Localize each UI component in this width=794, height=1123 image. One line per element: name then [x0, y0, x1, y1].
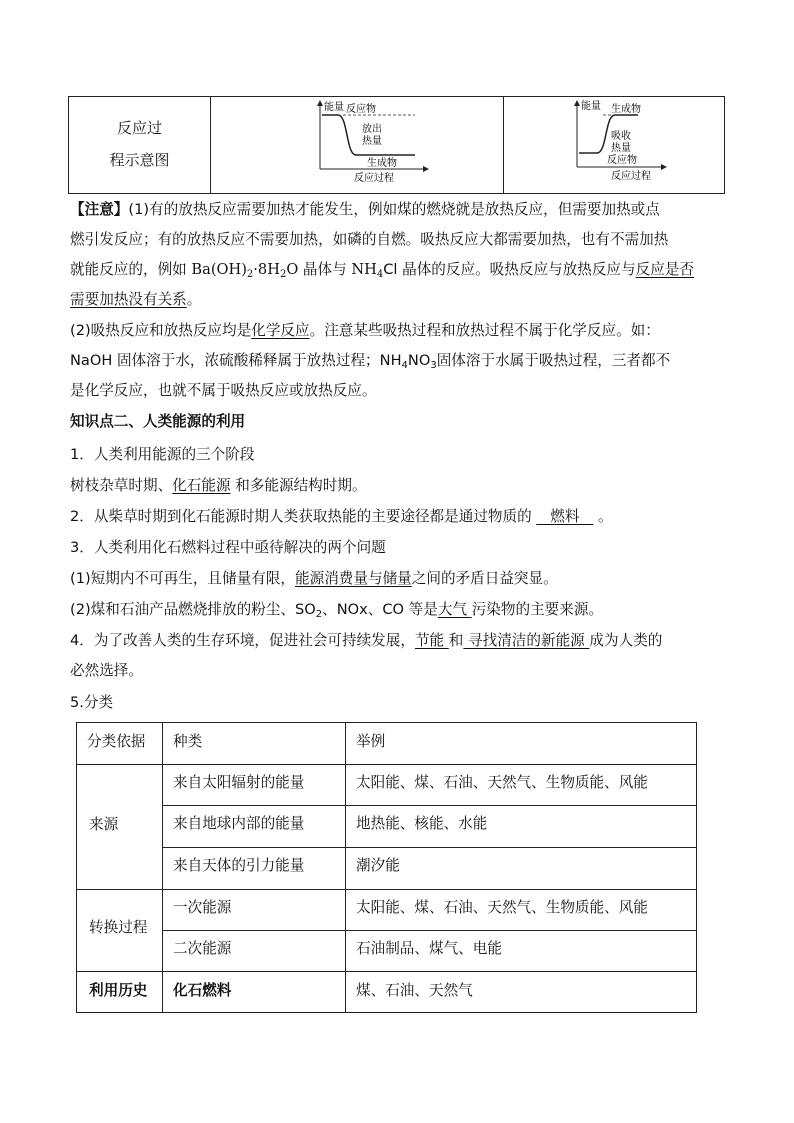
item-3-1 — [70, 569, 558, 589]
item-3-2 — [70, 600, 603, 620]
subscript: 4 — [376, 269, 384, 280]
kind-cell: 一次能源 — [173, 899, 232, 916]
subscript: 2 — [315, 609, 323, 620]
exo-x-axis-label: 反应过程 — [354, 173, 394, 184]
example-cell: 太阳能、煤、石油、天然气、生物质能、风能 — [356, 899, 648, 916]
subscript: 3 — [430, 360, 437, 371]
subscript: 2 — [246, 269, 254, 280]
note-text: (1)有的放热反应需要加热才能发生，例如煤的燃烧就是放热反应，但需要加热或点 — [128, 201, 660, 218]
item-text: (2)煤和石油产品燃烧排放的粉尘、SO — [70, 601, 316, 618]
item-text: 之间的矛盾日益突显。 — [411, 570, 558, 587]
header-basis: 分类依据 — [87, 733, 146, 750]
underlined-answer: 化石能源 — [172, 477, 231, 494]
note-line-5 — [70, 321, 660, 341]
note-line-1 — [70, 200, 660, 220]
endothermic-energy-diagram — [503, 97, 725, 193]
item-text: 4．为了改善人类的生存环境，促进社会可持续发展， — [70, 632, 415, 649]
header-example: 举例 — [356, 733, 386, 750]
note-text: 是化学反应，也就不属于吸热反应或放热反应。 — [70, 382, 377, 399]
underlined-answer: 化学反应 — [251, 322, 310, 339]
note-text: 。 — [186, 291, 202, 308]
underlined-answer: 大气 — [437, 601, 472, 618]
endo-product-label: 生成物 — [611, 104, 641, 115]
item-text: 和多能源结构时期。 — [230, 477, 367, 494]
note-text: 固体溶于水属于吸热过程，三者都不 — [436, 352, 671, 369]
item-4 — [70, 631, 662, 651]
note-text: ·8H — [253, 261, 280, 278]
kind-cell: 来自天体的引力能量 — [173, 857, 305, 874]
item-text: 污染物的主要来源。 — [471, 601, 604, 618]
underlined-answer: 节能 — [414, 632, 449, 649]
exothermic-diagram-cell — [210, 97, 504, 193]
item-3: 3．人类利用化石燃料过程中亟待解决的两个问题 — [70, 539, 386, 556]
item-text: 和 — [448, 632, 464, 649]
energy-classification-table — [76, 722, 697, 1013]
example-cell: 潮汐能 — [356, 857, 400, 874]
subscript: 4 — [401, 360, 408, 371]
note-line-4 — [70, 290, 201, 310]
item-1: 1．人类利用能源的三个阶段 — [70, 446, 255, 463]
kind-cell: 化石燃料 — [173, 982, 232, 999]
item-1-line — [70, 476, 367, 496]
note-text: Cl 晶体的反应。吸热反应与放热反应与 — [383, 261, 636, 278]
item-text: 、NOx、CO 等是 — [322, 601, 438, 618]
reaction-diagram-table — [68, 96, 725, 194]
kind-cell: 来自太阳辐射的能量 — [173, 774, 305, 791]
note-line-6 — [70, 351, 670, 371]
note-text: (2)吸热反应和放热反应均是 — [70, 322, 252, 339]
endo-mid-label-2: 热量 — [611, 143, 631, 154]
item-4-line-2: 必然选择。 — [70, 662, 143, 679]
item-text: (1)短期内不可再生，且储量有限， — [70, 570, 295, 587]
endo-x-axis-label: 反应过程 — [611, 171, 651, 182]
note-text: 。注意某些吸热过程和放热过程不属于化学反应。如： — [309, 322, 660, 339]
note-text: 燃引发反应；有的放热反应不需要加热，如磷的自燃。吸热反应大都需要加热，也有不需加热 — [70, 231, 669, 248]
row-label-cell — [69, 97, 211, 193]
row-label-line1: 反应过 — [116, 119, 162, 137]
basis-conversion: 转换过程 — [89, 919, 148, 936]
underlined-answer: 寻找清洁的新能源 — [463, 632, 590, 649]
endo-mid-label-1: 吸收 — [611, 131, 631, 142]
note-line-2 — [70, 230, 668, 250]
note-text: NaOH 固体溶于水，浓硫酸稀释属于放热过程；NH — [70, 352, 402, 369]
underlined-answer: 能源消费量与储量 — [295, 570, 412, 587]
note-line-3 — [70, 260, 694, 280]
example-cell: 地热能、核能、水能 — [356, 815, 488, 832]
item-5: 5.分类 — [70, 694, 114, 711]
item-text: 2．从柴草时期到化石能源时期人类获取热能的主要途径都是通过物质的 — [70, 508, 537, 525]
basis-source: 来源 — [89, 816, 119, 833]
exo-mid-label-1: 放出 — [362, 124, 382, 135]
section-heading: 知识点二、人类能源的利用 — [70, 413, 246, 430]
example-cell: 石油制品、煤气、电能 — [356, 940, 502, 957]
item-text: 树枝杂草时期、 — [70, 477, 173, 494]
exo-product-label: 生成物 — [367, 158, 397, 169]
subscript: 2 — [279, 269, 287, 280]
item-2 — [70, 507, 613, 527]
header-kind: 种类 — [173, 733, 203, 750]
note-text: 就能反应的，例如 Ba(OH) — [70, 261, 247, 278]
kind-cell: 来自地球内部的能量 — [173, 815, 305, 832]
item-text: 。 — [593, 508, 613, 525]
exo-y-axis-label: 能量 — [324, 102, 344, 113]
example-cell: 太阳能、煤、石油、天然气、生物质能、风能 — [356, 774, 648, 791]
kind-cell: 二次能源 — [173, 940, 232, 957]
note-line-7 — [70, 381, 376, 401]
example-cell: 煤、石油、天然气 — [356, 982, 473, 999]
note-text: O 晶体与 NH — [286, 261, 377, 278]
row-label-line2: 程示意图 — [109, 151, 170, 169]
underlined-answer: 反应是否 — [635, 261, 694, 278]
item-text: 成为人类的 — [589, 632, 663, 649]
endothermic-diagram-cell — [503, 97, 725, 193]
endo-reactant-label: 反应物 — [607, 155, 637, 166]
underlined-answer: 燃料 — [536, 508, 594, 525]
exo-reactant-label: 反应物 — [346, 104, 376, 115]
basis-history: 利用历史 — [89, 982, 148, 999]
underlined-answer: 需要加热没有关系 — [70, 291, 187, 308]
exothermic-energy-diagram — [210, 97, 503, 193]
note-label: 【注意】 — [70, 201, 129, 218]
note-text: NO — [407, 352, 431, 369]
endo-y-axis-label: 能量 — [581, 101, 601, 112]
exo-mid-label-2: 热量 — [362, 136, 382, 147]
